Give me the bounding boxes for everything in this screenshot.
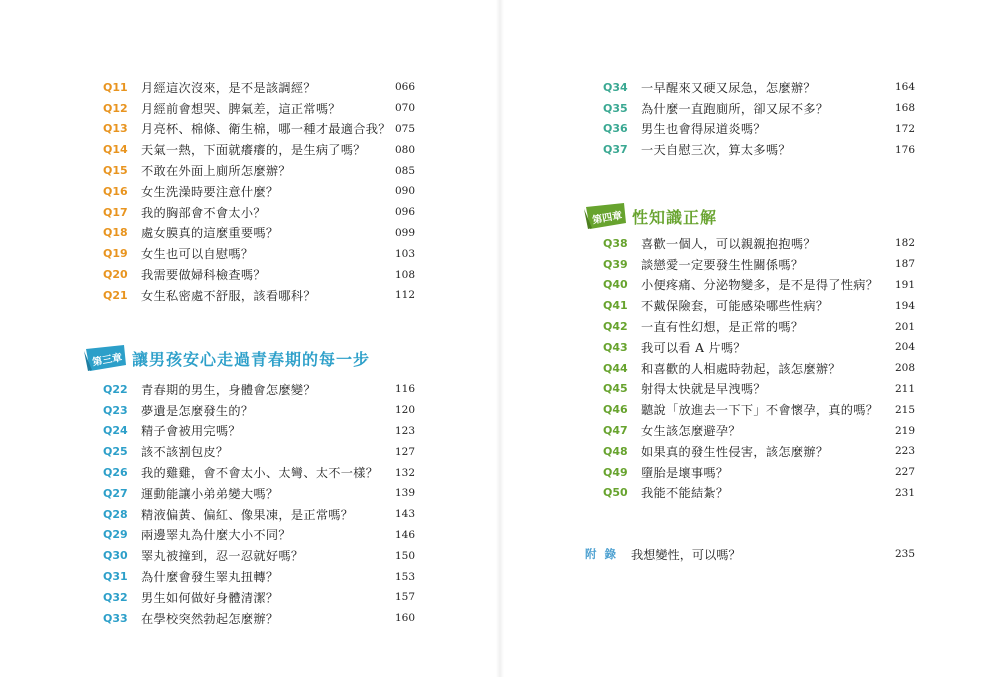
question-number: Q13 <box>103 122 128 136</box>
question-title: 青春期的男生，身體會怎麼變？ <box>141 382 316 397</box>
question-number: Q50 <box>603 486 628 500</box>
page-number: 211 <box>894 382 915 395</box>
toc-entry[interactable] <box>103 545 415 566</box>
question-number: Q38 <box>603 236 628 250</box>
toc-entry[interactable] <box>603 399 915 420</box>
page-number: 215 <box>894 403 915 416</box>
question-title: 男生也會得尿道炎嗎？ <box>641 122 766 137</box>
chapter3-badge-label: 第三章 <box>91 352 124 369</box>
question-title: 天氣一熱，下面就癢癢的，是生病了嗎？ <box>141 143 366 158</box>
question-title: 精液偏黃、偏紅、像果凍，是正常嗎？ <box>141 507 354 522</box>
toc-entry[interactable] <box>603 358 915 379</box>
question-number: Q19 <box>103 247 128 261</box>
question-title: 該不該割包皮？ <box>141 445 229 460</box>
question-title: 女生私密處不舒服，該看哪科？ <box>141 288 316 303</box>
page-number: 201 <box>894 320 915 333</box>
question-number: Q39 <box>603 257 628 271</box>
toc-entry[interactable] <box>103 462 415 483</box>
page-number: 080 <box>394 143 415 156</box>
page-number: 168 <box>894 102 915 115</box>
question-number: Q27 <box>103 486 128 500</box>
question-number: Q12 <box>103 101 128 115</box>
toc-list-chapter3-cont <box>603 77 915 160</box>
question-title: 和喜歡的人相處時勃起，該怎麼辦？ <box>641 361 841 376</box>
page-number: 172 <box>894 122 915 135</box>
question-title: 女生也可以自慰嗎？ <box>141 247 254 262</box>
question-title: 月亮杯、棉條、衛生棉，哪一種才最適合我？ <box>141 122 391 137</box>
page-number: 191 <box>894 278 915 291</box>
toc-entry[interactable] <box>103 483 415 504</box>
toc-entry[interactable] <box>103 264 415 285</box>
toc-entry[interactable] <box>603 119 915 140</box>
page-number: 085 <box>394 164 415 177</box>
question-title: 月經這次沒來，是不是該調經？ <box>141 80 316 95</box>
appendix-entry[interactable] <box>585 544 915 564</box>
question-number: Q18 <box>103 226 128 240</box>
toc-entry[interactable] <box>103 285 415 306</box>
toc-entry[interactable] <box>603 233 915 254</box>
question-number: Q15 <box>103 164 128 178</box>
question-title: 精子會被用完嗎？ <box>141 424 241 439</box>
toc-entry[interactable] <box>103 202 415 223</box>
page-number: 143 <box>394 508 415 521</box>
question-title: 不戴保險套，可能感染哪些性病？ <box>641 299 829 314</box>
question-title: 為什麼一直跑廁所，卻又尿不多？ <box>641 101 829 116</box>
toc-entry[interactable] <box>603 316 915 337</box>
question-number: Q30 <box>103 549 128 563</box>
question-title: 睪丸被撞到，忍一忍就好嗎？ <box>141 549 304 564</box>
question-title: 如果真的發生性侵害，該怎麼辦？ <box>641 444 829 459</box>
page-number: 066 <box>394 81 415 94</box>
question-number: Q49 <box>603 465 628 479</box>
question-number: Q22 <box>103 382 128 396</box>
question-title: 運動能讓小弟弟變大嗎？ <box>141 486 279 501</box>
question-title: 夢遺是怎麼發生的？ <box>141 403 254 418</box>
question-title: 兩邊睪丸為什麼大小不同？ <box>141 528 291 543</box>
page-number: 157 <box>394 591 415 604</box>
question-number: Q31 <box>103 570 128 584</box>
question-title: 我的雞雞，會不會太小、太彎、太不一樣？ <box>141 466 379 481</box>
toc-entry[interactable] <box>103 379 415 400</box>
question-title: 在學校突然勃起怎麼辦？ <box>141 611 279 626</box>
question-title: 墮胎是壞事嗎？ <box>641 465 729 480</box>
question-number: Q36 <box>603 122 628 136</box>
chapter4-heading <box>582 201 717 231</box>
appendix-title: 我想變性，可以嗎？ <box>631 547 741 562</box>
toc-entry[interactable] <box>603 379 915 400</box>
chapter4-badge-label: 第四章 <box>591 210 624 227</box>
toc-entry[interactable] <box>103 441 415 462</box>
page-number: 160 <box>394 612 415 625</box>
question-title: 一直有性幻想，是正常的嗎？ <box>641 320 804 335</box>
question-title: 射得太快就是早洩嗎？ <box>641 382 766 397</box>
toc-entry[interactable] <box>603 254 915 275</box>
question-number: Q45 <box>603 382 628 396</box>
toc-entry[interactable] <box>103 421 415 442</box>
question-number: Q47 <box>603 424 628 438</box>
question-number: Q34 <box>603 80 628 94</box>
page-number: 127 <box>394 445 415 458</box>
question-title: 月經前會想哭、脾氣差，這正常嗎？ <box>141 101 341 116</box>
question-number: Q42 <box>603 320 628 334</box>
question-number: Q46 <box>603 403 628 417</box>
question-title: 我的胸部會不會太小？ <box>141 205 266 220</box>
toc-entry[interactable] <box>603 295 915 316</box>
page-number: 116 <box>394 383 415 396</box>
toc-entry[interactable] <box>103 160 415 181</box>
toc-entry[interactable] <box>103 525 415 546</box>
page-number: 108 <box>394 268 415 281</box>
page-number: 146 <box>394 528 415 541</box>
chapter3-title: 讓男孩安心走過青春期的每一步 <box>132 349 371 369</box>
page-number: 223 <box>894 445 915 458</box>
page-number: 153 <box>394 570 415 583</box>
page-number: 103 <box>394 247 415 260</box>
toc-entry[interactable] <box>103 566 415 587</box>
page-number: 204 <box>894 341 915 354</box>
toc-entry[interactable] <box>103 139 415 160</box>
question-title: 女生該怎麼避孕？ <box>641 424 741 439</box>
toc-entry[interactable] <box>603 77 915 98</box>
toc-entry[interactable] <box>603 98 915 119</box>
appendix-label: 附錄 <box>585 547 624 561</box>
toc-entry[interactable] <box>603 139 915 160</box>
question-number: Q33 <box>103 611 128 625</box>
question-title: 談戀愛一定要發生性關係嗎？ <box>641 257 804 272</box>
toc-entry[interactable] <box>603 337 915 358</box>
question-number: Q29 <box>103 528 128 542</box>
page-number: 150 <box>394 549 415 562</box>
page-number: 112 <box>394 289 415 302</box>
toc-entry[interactable] <box>603 420 915 441</box>
toc-entry[interactable] <box>103 587 415 608</box>
page-number: 194 <box>894 299 915 312</box>
question-title: 聽說「放進去一下下」不會懷孕，真的嗎？ <box>641 403 879 418</box>
question-title: 處女膜真的這麼重要嗎？ <box>141 226 279 241</box>
toc-entry[interactable] <box>103 181 415 202</box>
question-number: Q48 <box>603 444 628 458</box>
question-number: Q32 <box>103 590 128 604</box>
page-number: 182 <box>894 237 915 250</box>
question-number: Q23 <box>103 403 128 417</box>
toc-entry[interactable] <box>603 275 915 296</box>
question-title: 我可以看 A 片嗎？ <box>641 340 746 355</box>
question-number: Q26 <box>103 466 128 480</box>
question-number: Q24 <box>103 424 128 438</box>
page-number: 164 <box>894 81 915 94</box>
chapter4-title: 性知識正解 <box>632 207 718 227</box>
question-title: 我需要做婦科檢查嗎？ <box>141 268 266 283</box>
toc-entry[interactable] <box>603 441 915 462</box>
question-title: 女生洗澡時要注意什麼？ <box>141 184 279 199</box>
question-number: Q25 <box>103 445 128 459</box>
question-number: Q44 <box>603 361 628 375</box>
page-number: 208 <box>894 362 915 375</box>
chapter3-badge <box>82 343 128 373</box>
toc-entry[interactable] <box>103 77 415 98</box>
toc-entry[interactable] <box>103 608 415 629</box>
page-number: 075 <box>394 122 415 135</box>
question-number: Q21 <box>103 288 128 302</box>
page-number: 187 <box>894 258 915 271</box>
page-number: 096 <box>394 206 415 219</box>
question-number: Q17 <box>103 205 128 219</box>
page-number: 090 <box>394 185 415 198</box>
page-number: 227 <box>894 466 915 479</box>
page-number: 120 <box>394 404 415 417</box>
question-title: 我能不能結紮？ <box>641 486 729 501</box>
toc-entry[interactable] <box>103 119 415 140</box>
toc-entry[interactable] <box>103 243 415 264</box>
question-title: 為什麼會發生睪丸扭轉？ <box>141 570 279 585</box>
question-title: 一天自慰三次，算太多嗎？ <box>641 143 791 158</box>
toc-entry[interactable] <box>603 462 915 483</box>
question-number: Q20 <box>103 268 128 282</box>
question-number: Q11 <box>103 80 128 94</box>
toc-entry[interactable] <box>103 504 415 525</box>
page-number: 219 <box>894 424 915 437</box>
toc-list-chapter4 <box>603 233 915 503</box>
question-title: 喜歡一個人，可以親親抱抱嗎？ <box>641 236 816 251</box>
question-number: Q40 <box>603 278 628 292</box>
toc-entry[interactable] <box>603 483 915 504</box>
chapter4-badge <box>582 201 628 231</box>
question-number: Q37 <box>603 143 628 157</box>
question-number: Q16 <box>103 184 128 198</box>
question-number: Q28 <box>103 507 128 521</box>
page-number: 123 <box>394 424 415 437</box>
question-title: 男生如何做好身體清潔？ <box>141 590 279 605</box>
question-number: Q41 <box>603 299 628 313</box>
toc-list-chapter3 <box>103 379 415 629</box>
page-number: 132 <box>394 466 415 479</box>
toc-list-chapter2-cont <box>103 77 415 306</box>
question-number: Q43 <box>603 340 628 354</box>
question-title: 不敢在外面上廁所怎麼辦？ <box>141 164 291 179</box>
page-number: 139 <box>394 487 415 500</box>
question-number: Q14 <box>103 143 128 157</box>
page-number: 070 <box>394 102 415 115</box>
page-number: 176 <box>894 143 915 156</box>
chapter3-heading <box>82 343 370 373</box>
question-number: Q35 <box>603 101 628 115</box>
page-number: 231 <box>894 486 915 499</box>
toc-entry[interactable] <box>103 98 415 119</box>
question-title: 小便疼痛、分泌物變多，是不是得了性病？ <box>641 278 879 293</box>
question-title: 一早醒來又硬又尿急，怎麼辦？ <box>641 80 816 95</box>
toc-entry[interactable] <box>103 400 415 421</box>
toc-entry[interactable] <box>103 223 415 244</box>
page-number: 099 <box>394 226 415 239</box>
appendix-page: 235 <box>894 548 915 560</box>
